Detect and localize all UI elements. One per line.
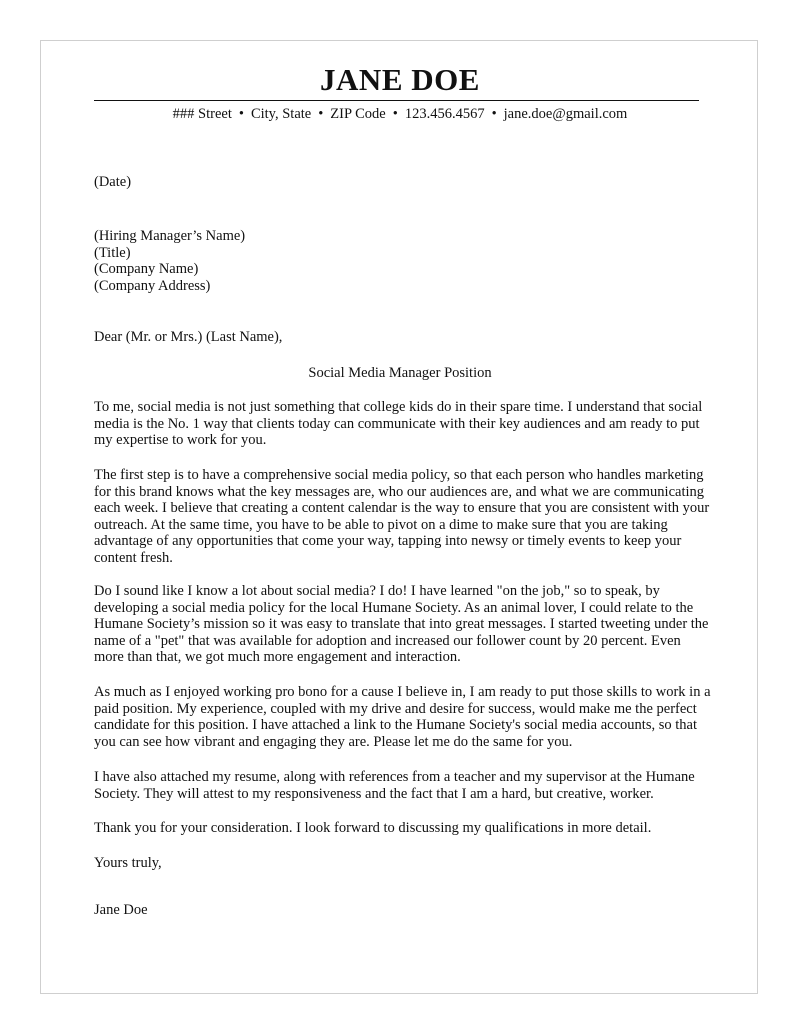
body-paragraph	[94, 820, 716, 837]
applicant-name: JANE DOE	[320, 62, 480, 97]
recipient-company: (Company Name)	[94, 261, 199, 278]
contact-separator: •	[392, 106, 398, 122]
paragraph-line: media is the No. 1 way that clients today can communicate with their key audiences and am ready to put	[94, 415, 700, 432]
contact-street: ### Street	[172, 106, 232, 122]
recipient-address: (Company Address)	[94, 277, 211, 294]
paragraph-line: outreach. At the same time, you have to be able to pivot on a dime to make sure that you are taking	[94, 516, 668, 533]
body-paragraph	[94, 583, 716, 666]
closing	[94, 855, 716, 872]
paragraph-line: advantage of any opportunities that come your way, tapping into newsy or timely events to keep your	[94, 533, 682, 550]
paragraph-line: developing a social media policy for the local Humane Society. As an animal lover, I could relate to the	[94, 599, 694, 616]
paragraph-line: name of a "pet" that was available for adoption and increased our follower count by 20 percent. Even	[94, 632, 681, 649]
contact-separator: •	[238, 106, 244, 122]
paragraph-line: candidate for this position. I have attached a link to the Humane Society's social media accounts, so that	[94, 717, 697, 734]
paragraph-line: my expertise to work for you.	[94, 432, 267, 449]
contact-city-state: City, State	[250, 106, 312, 122]
signature-name: Jane Doe	[94, 902, 148, 918]
contact-email: jane.doe@gmail.com	[503, 106, 628, 122]
letter-date	[94, 174, 716, 191]
paragraph-line: I have also attached my resume, along with references from a teacher and my supervisor at the Humane	[94, 769, 695, 785]
contact-line	[0, 105, 800, 124]
paragraph-line: for this brand knows what the key messages are, who our audiences are, and what we are communicating	[94, 483, 705, 500]
contact-separator: •	[318, 106, 324, 122]
paragraph-line: Thank you for your consideration. I look forward to discussing my qualifications in more detail.	[94, 820, 652, 836]
paragraph-line: As much as I enjoyed working pro bono for a cause I believe in, I am ready to put those skills to work in a	[94, 684, 711, 700]
paragraph-line: content fresh.	[94, 549, 173, 566]
paragraph-line: To me, social media is not just something that college kids do in their spare time. I understand that social	[94, 399, 703, 415]
date-text: (Date)	[94, 174, 132, 190]
signature	[94, 902, 716, 919]
recipient-name: (Hiring Manager’s Name)	[94, 228, 246, 244]
header-divider	[94, 100, 699, 101]
subject-line: Social Media Manager Position	[308, 365, 492, 381]
body-paragraph	[94, 684, 716, 750]
closing-text: Yours truly,	[94, 855, 162, 871]
paragraph-line: paid position. My experience, coupled with my drive and desire for success, would make me the perfect	[94, 700, 697, 717]
salutation-text: Dear (Mr. or Mrs.) (Last Name),	[94, 329, 283, 345]
paragraph-line: each week. I believe that creating a content calendar is the way to ensure that you are consistent with your	[94, 500, 710, 517]
body-paragraph	[94, 467, 716, 567]
recipient-title: (Title)	[94, 244, 131, 261]
salutation	[94, 329, 716, 346]
paragraph-line: The first step is to have a comprehensive social media policy, so that each person who handles marketing	[94, 467, 704, 483]
contact-phone: 123.456.4567	[404, 106, 485, 122]
contact-zip: ZIP Code	[330, 106, 386, 122]
paragraph-line: Do I sound like I know a lot about social media? I do! I have learned "on the job," so to speak, by	[94, 583, 660, 599]
paragraph-line: you can see how vibrant and engaging they are. Please let me do the same for you.	[94, 733, 573, 750]
body-paragraph	[94, 769, 716, 802]
body-paragraph	[94, 399, 716, 449]
paragraph-line: Humane Society’s mission so it was easy to translate that into great messages. I started tweeting under the	[94, 616, 709, 633]
paragraph-line: Society. They will attest to my responsiveness and the fact that I am a hard, but creative, worker.	[94, 785, 654, 802]
paragraph-line: more than that, we got much more engagement and interaction.	[94, 649, 461, 666]
recipient-block	[94, 228, 716, 294]
contact-separator: •	[491, 106, 497, 122]
